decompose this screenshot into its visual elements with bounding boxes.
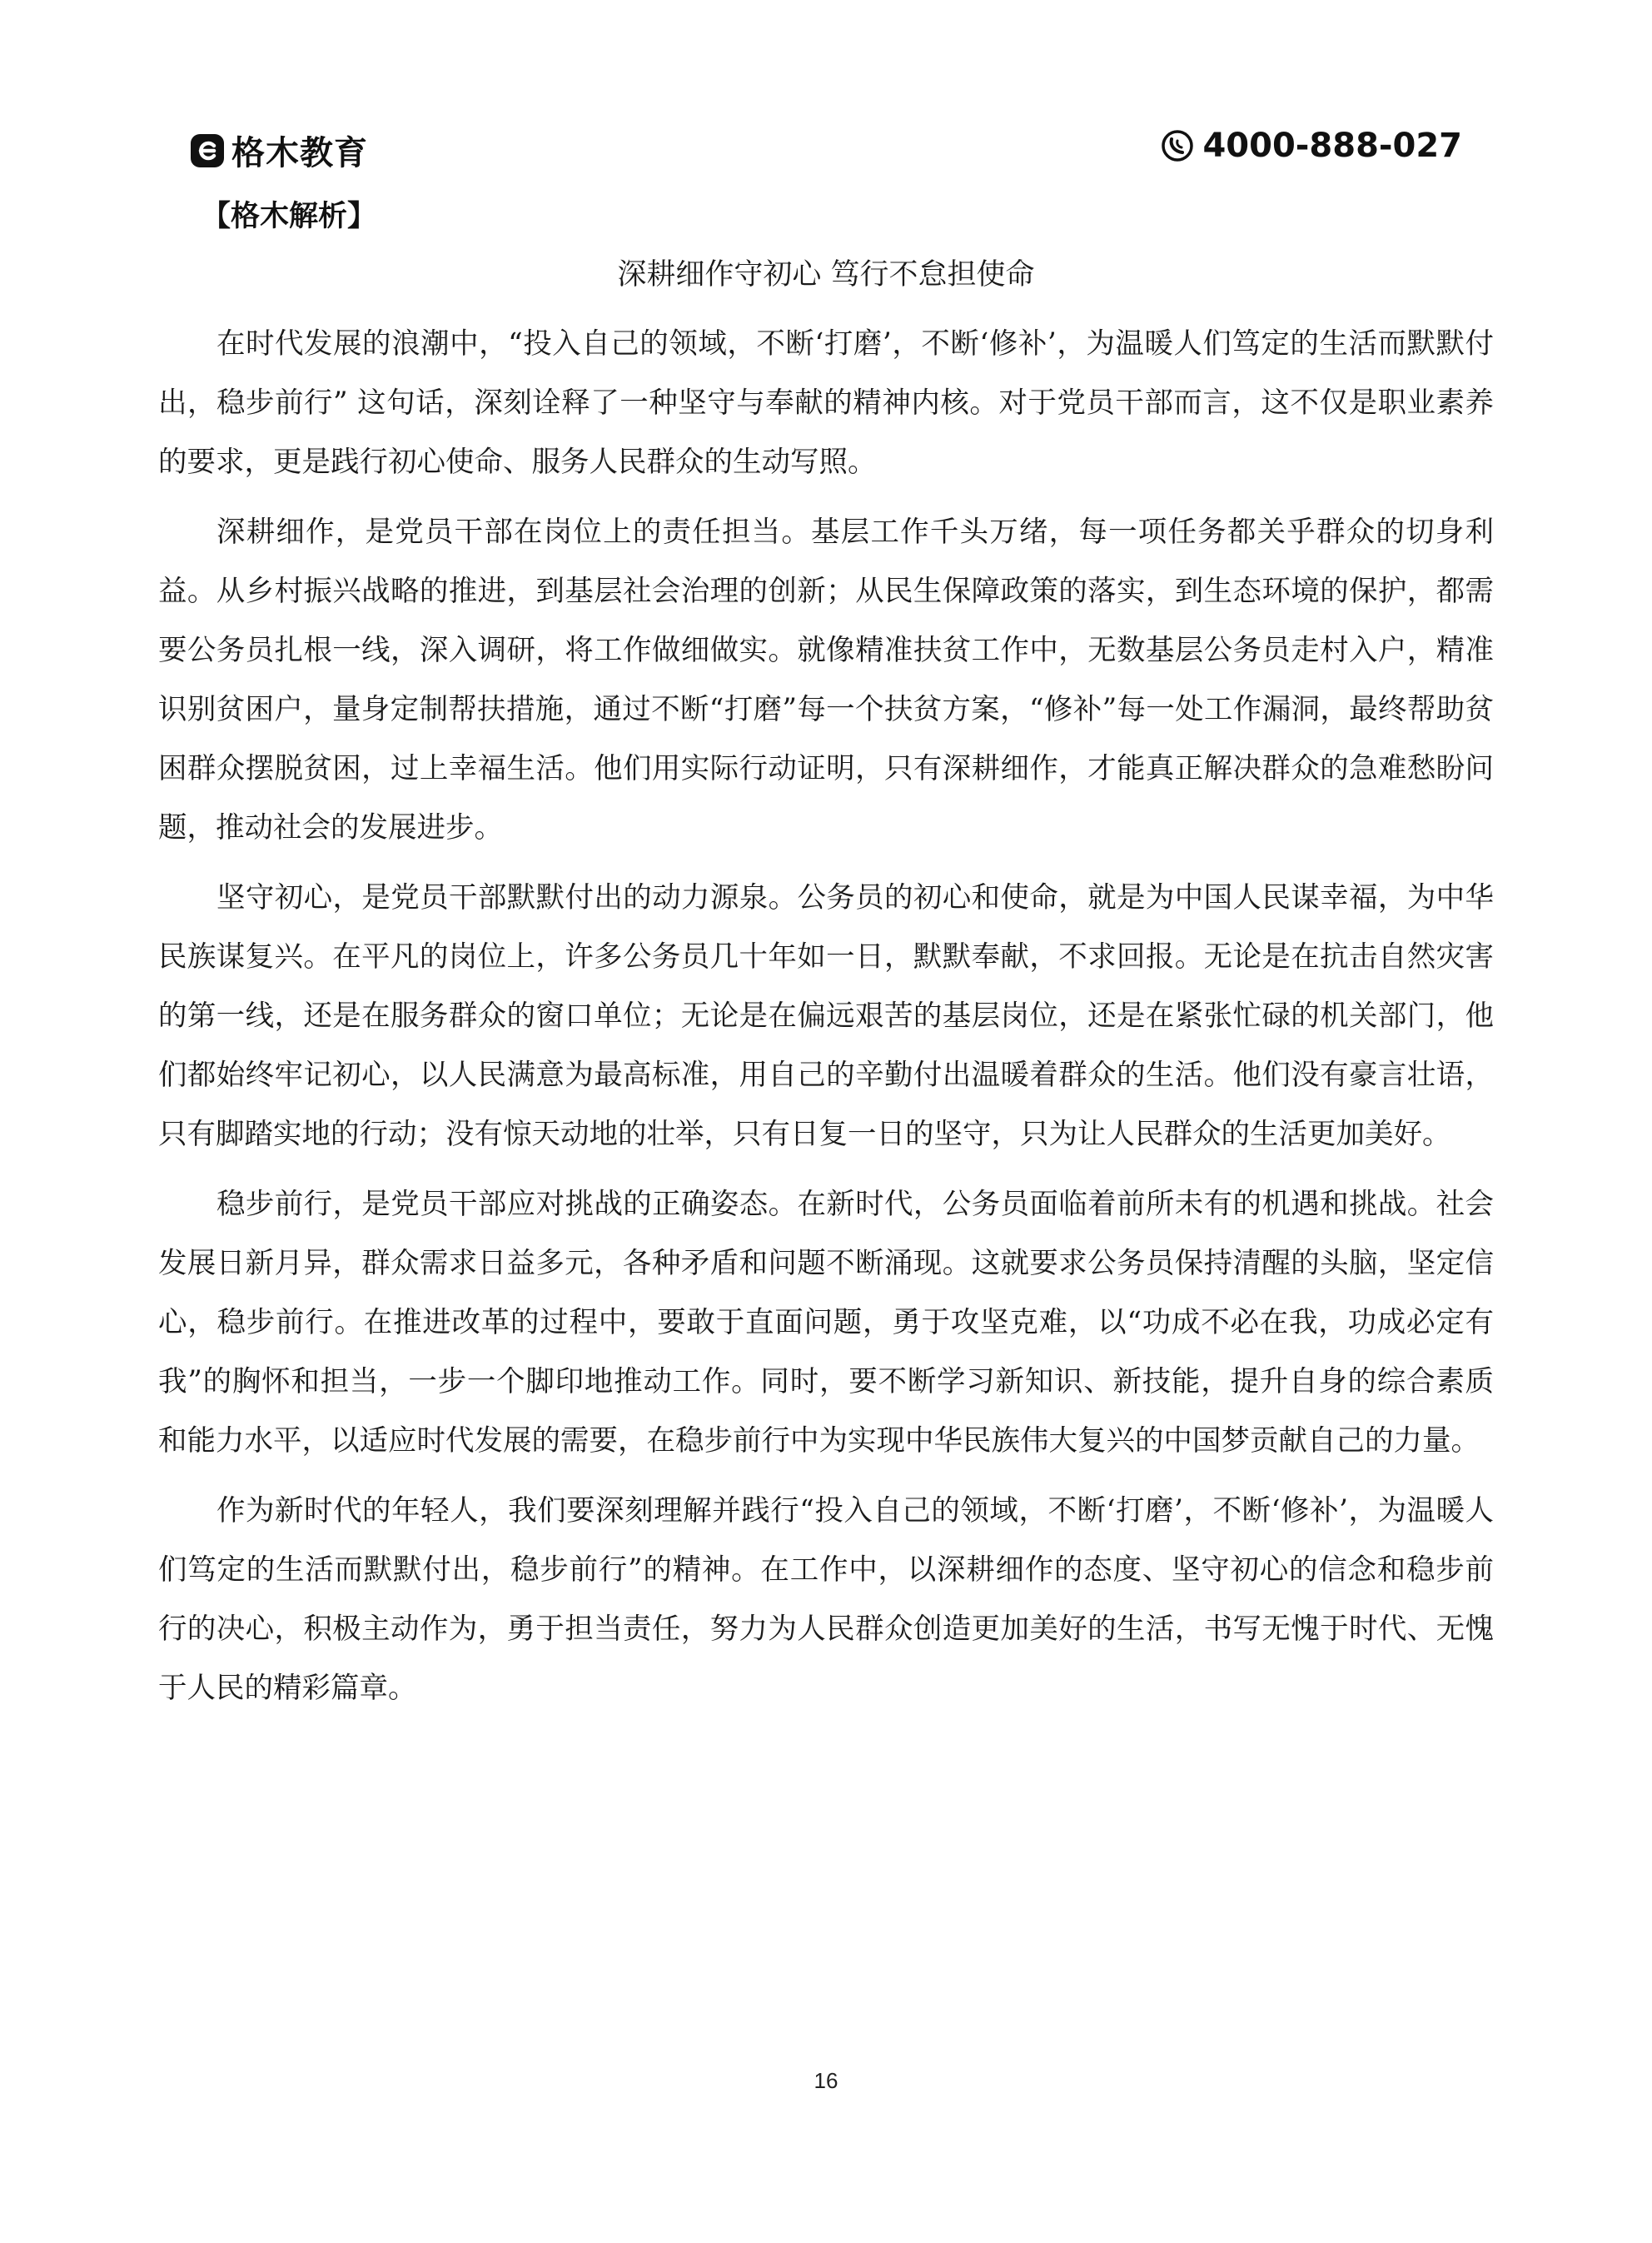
paragraph: 深耕细作，是党员干部在岗位上的责任担当。基层工作千头万绪，每一项任务都关乎群众的切身利益。从乡村振兴战略的推进，到基层社会治理的创新；从民生保障政策的落实，到生态环境的保护，都需要公务员扎根一线，深入调研，将工作做细做实。就像精准扶贫工作中，无数基层公务员走村入户，精准识别贫困户，量身定制帮扶措施，通过不断“打磨”每一个扶贫方案，“修补”每一处工作漏洞，最终帮助贫困群众摆脱贫困，过上幸福生活。他们用实际行动证明，只有深耕细作，才能真正解决群众的急难愁盼问题，推动社会的发展进步。 <box>158 516 1494 845</box>
article-title: 深耕细作守初心 笃行不怠担使命 <box>617 258 1035 292</box>
paragraph: 在时代发展的浪潮中，“投入自己的领域，不断‘打磨’，不断‘修补’，为温暖人们笃定的生活而默默付出，稳步前行” 这句话，深刻诠释了一种坚守与奉献的精神内核。对于党员干部而言，这不仅是职业素养的要求，更是践行初心使命、服务人民群众的生动写照。 <box>158 327 1494 479</box>
article-body <box>158 315 1494 1729</box>
paragraph: 作为新时代的年轻人，我们要深刻理解并践行“投入自己的领域，不断‘打磨’，不断‘修补’，为温暖人们笃定的生活而默默付出，稳步前行”的精神。在工作中，以深耕细作的态度、坚守初心的信念和稳步前行的决心，积极主动作为，勇于担当责任，努力为人民群众创造更加美好的生活，书写无愧于时代、无愧于人民的精彩篇章。 <box>158 1494 1494 1705</box>
brand-logo-icon <box>190 133 225 168</box>
section-label: 【格木解析】 <box>202 200 377 233</box>
paragraph: 坚守初心，是党员干部默默付出的动力源泉。公务员的初心和使命，就是为中国人民谋幸福，为中华民族谋复兴。在平凡的岗位上，许多公务员几十年如一日，默默奉献，不求回报。无论是在抗击自然灾害的第一线，还是在服务群众的窗口单位；无论是在偏远艰苦的基层岗位，还是在紧张忙碌的机关部门，他们都始终牢记初心，以人民满意为最高标准，用自己的辛勤付出温暖着群众的生活。他们没有豪言壮语，只有脚踏实地的行动；没有惊天动地的壮举，只有日复一日的坚守，只为让人民群众的生活更加美好。 <box>158 881 1494 1151</box>
phone-swirl-icon <box>1161 129 1194 162</box>
brand-name: 格木教育 <box>231 134 368 172</box>
page-number: 16 <box>814 2068 838 2093</box>
brand <box>190 127 368 174</box>
hotline-number: 4000-888-027 <box>1202 127 1462 165</box>
paragraph: 稳步前行，是党员干部应对挑战的正确姿态。在新时代，公务员面临着前所未有的机遇和挑战。社会发展日新月异，群众需求日益多元，各种矛盾和问题不断涌现。这就要求公务员保持清醒的头脑，坚定信心，稳步前行。在推进改革的过程中，要敢于直面问题，勇于攻坚克难，以“功成不必在我，功成必定有我”的胸怀和担当，一步一个脚印地推动工作。同时，要不断学习新知识、新技能，提升自身的综合素质和能力水平，以适应时代发展的需要，在稳步前行中为实现中华民族伟大复兴的中国梦贡献自己的力量。 <box>158 1188 1494 1458</box>
hotline <box>1161 127 1462 165</box>
page-header <box>190 123 1462 182</box>
